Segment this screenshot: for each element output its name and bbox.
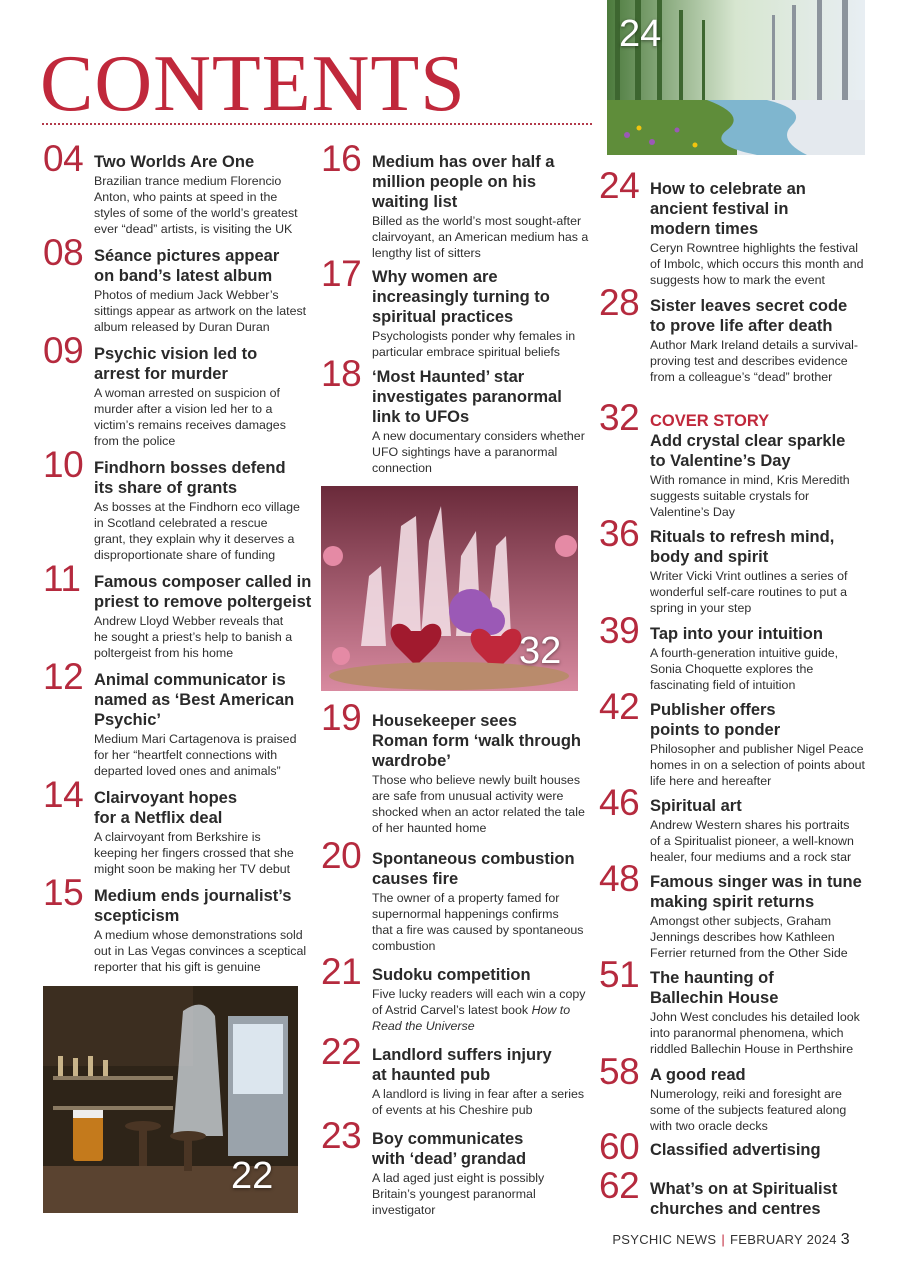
page-number: 39: [599, 610, 640, 651]
entry-headline: Psychic vision led to arrest for murder: [94, 345, 258, 383]
forest-stream-image: [607, 0, 865, 155]
entry-description: A landlord is living in fear after a series of events at his Cheshire pub: [372, 1087, 585, 1117]
entry-headline: The haunting of Ballechin House: [650, 969, 779, 1007]
entry-description: Photos of medium Jack Webber’s sittings appear as artwork on the latest album released by Duran Duran: [94, 288, 307, 334]
entry-headline: Spiritual art: [650, 797, 742, 815]
issue-date: FEBRUARY 2024: [730, 1232, 837, 1247]
entry-headline: How to celebrate an ancient festival in modern times: [650, 180, 806, 238]
page-number: 21: [321, 951, 362, 992]
page-number: 20: [321, 835, 362, 876]
entry-description: As bosses at the Findhorn eco village in Scotland celebrated a rescue grant, they explain why it deserves a disproportionate share of funding: [94, 500, 300, 562]
page-title: CONTENTS: [40, 40, 466, 128]
entry-headline: Tap into your intuition: [650, 625, 823, 643]
entry-description: A fourth-generation intuitive guide, Sonia Choquette explores the fascinating field of intuition: [650, 646, 839, 692]
page-number: 23: [321, 1115, 362, 1156]
page-number: 62: [599, 1165, 640, 1206]
page-number: 51: [599, 954, 640, 995]
entry-headline: Famous composer called in priest to remove poltergeist: [94, 573, 312, 611]
image-page-number: 32: [519, 630, 562, 672]
entry-description: Author Mark Ireland details a survival- proving test and describes evidence from a colleague’s “dead” brother: [650, 338, 858, 384]
page-number: 19: [321, 697, 362, 738]
page-number: 09: [43, 330, 84, 371]
page-number: 60: [599, 1126, 640, 1167]
entry-headline: Rituals to refresh mind, body and spirit: [650, 528, 835, 566]
entry-headline: Publisher offers points to ponder: [650, 701, 781, 739]
entry-headline: Sister leaves secret code to prove life after death: [650, 297, 848, 335]
entry-description: John West concludes his detailed look into paranormal phenomena, which riddled Ballechin House in Perthshire: [650, 1010, 860, 1056]
page-number: 22: [321, 1031, 362, 1072]
entry-description: A new documentary considers whether UFO sightings have a paranormal connection: [372, 429, 585, 475]
entry-description: Brazilian trance medium Florencio Anton, who paints at speed in the styles of some of the world’s greatest ever “dead” artists, is visiting the UK: [94, 174, 298, 236]
entry-headline: Why women are increasingly turning to spiritual practices: [372, 268, 550, 326]
cover-story-tag: COVER STORY: [650, 412, 770, 430]
page-number: 08: [43, 232, 84, 273]
entry-headline: Housekeeper sees Roman form ‘walk through wardrobe’: [372, 712, 582, 770]
entry-headline: Sudoku competition: [372, 966, 531, 984]
page-number: 46: [599, 782, 640, 823]
page-number: 10: [43, 444, 84, 485]
entry-description: A woman arrested on suspicion of murder after a vision led her to a victim’s remains receives damages from the police: [94, 386, 286, 448]
page-number: 16: [321, 138, 362, 179]
entry-description: A lad aged just eight is possibly Britain’s youngest paranormal investigator: [372, 1171, 545, 1217]
footer-separator: |: [721, 1232, 726, 1247]
entry-description: The owner of a property famed for supernormal happenings confirms that a fire was caused by spontaneous combustion: [372, 891, 584, 953]
page-number: 42: [599, 686, 640, 727]
magazine-name: PSYCHIC NEWS: [612, 1232, 717, 1247]
entry-description: With romance in mind, Kris Meredith suggests suitable crystals for Valentine’s Day: [650, 473, 850, 519]
image-page-number: 24: [619, 13, 662, 55]
page-number: 32: [599, 397, 640, 438]
entry-description: Andrew Western shares his portraits of a Spiritualist pioneer, a well-known healer, four mediums and a rock star: [650, 818, 854, 864]
entry-headline: ‘Most Haunted’ star investigates paranormal link to UFOs: [372, 368, 562, 426]
entry-description: Ceryn Rowntree highlights the festival of Imbolc, which occurs this month and suggests how to mark the event: [650, 241, 864, 287]
entry-description: Philosopher and publisher Nigel Peace homes in on a selection of points about life here and hereafter: [650, 742, 865, 788]
entry-headline: Spontaneous combustion causes fire: [372, 850, 575, 888]
folio-page-number: 3: [840, 1231, 850, 1248]
page-number: 04: [43, 138, 84, 179]
entry-headline: Add crystal clear sparkle to Valentine’s Day: [650, 432, 846, 470]
crystals-hearts-image: [321, 486, 578, 691]
entry-description: A clairvoyant from Berkshire is keeping her fingers crossed that she might soon be making her TV debut: [94, 830, 294, 876]
page-footer: [612, 1231, 850, 1249]
entry-description: Billed as the world’s most sought-after clairvoyant, an American medium has a lengthy list of sitters: [372, 214, 589, 260]
haunted-pub-image: [43, 986, 298, 1213]
page-number: 48: [599, 858, 640, 899]
entry-headline: Séance pictures appear on band’s latest album: [94, 247, 280, 285]
title-divider: [42, 123, 592, 125]
page-number: 17: [321, 253, 362, 294]
entry-headline: Findhorn bosses defend its share of grants: [94, 459, 286, 497]
entry-description: Psychologists ponder why females in particular embrace spiritual beliefs: [372, 329, 576, 359]
page-number: 24: [599, 165, 640, 206]
page-number: 58: [599, 1051, 640, 1092]
entry-description: Writer Vicki Vrint outlines a series of wonderful self-care routines to put a spring in your step: [650, 569, 848, 615]
entry-headline: Medium has over half a million people on his waiting list: [372, 153, 555, 211]
entry-description: Medium Mari Cartagenova is praised for her “heartfelt connections with departed loved ones and animals”: [94, 732, 297, 778]
page-number: 36: [599, 513, 640, 554]
page-number: 28: [599, 282, 640, 323]
page-number: 15: [43, 872, 84, 913]
entry-description: Five lucky readers will each win a copy of Astrid Carvel’s latest book How to Read the Universe: [372, 987, 586, 1033]
page-number: 18: [321, 353, 362, 394]
entry-headline: Classified advertising: [650, 1141, 821, 1159]
entry-headline: Landlord suffers injury at haunted pub: [372, 1046, 552, 1084]
entry-description: Those who believe newly built houses are safe from unusual activity were shocked when an actor related the tale of her haunted home: [372, 773, 585, 835]
entry-description: Andrew Lloyd Webber reveals that he sought a priest’s help to banish a poltergeist from his home: [94, 614, 293, 660]
entry-headline: A good read: [650, 1066, 746, 1084]
entry-headline: Famous singer was in tune making spirit returns: [650, 873, 862, 911]
entry-description: A medium whose demonstrations sold out in Las Vegas convinces a sceptical reporter that his gift is genuine: [94, 928, 307, 974]
image-page-number: 22: [231, 1155, 274, 1197]
entry-headline: Clairvoyant hopes for a Netflix deal: [94, 789, 238, 827]
entry-description: Numerology, reiki and foresight are some of the subjects featured along with two oracle decks: [650, 1087, 847, 1133]
entry-headline: What’s on at Spiritualist churches and centres: [650, 1180, 838, 1218]
page-number: 12: [43, 656, 84, 697]
entry-headline: Medium ends journalist’s scepticism: [94, 887, 292, 925]
entry-headline: Two Worlds Are One: [94, 153, 255, 171]
page-number: 11: [43, 558, 81, 599]
entry-description: Amongst other subjects, Graham Jennings describes how Kathleen Ferrier returned from the Other Side: [650, 914, 848, 960]
entry-headline: Boy communicates with ‘dead’ grandad: [372, 1130, 527, 1168]
entry-headline: Animal communicator is named as ‘Best American Psychic’: [94, 671, 295, 729]
page-number: 14: [43, 774, 84, 815]
